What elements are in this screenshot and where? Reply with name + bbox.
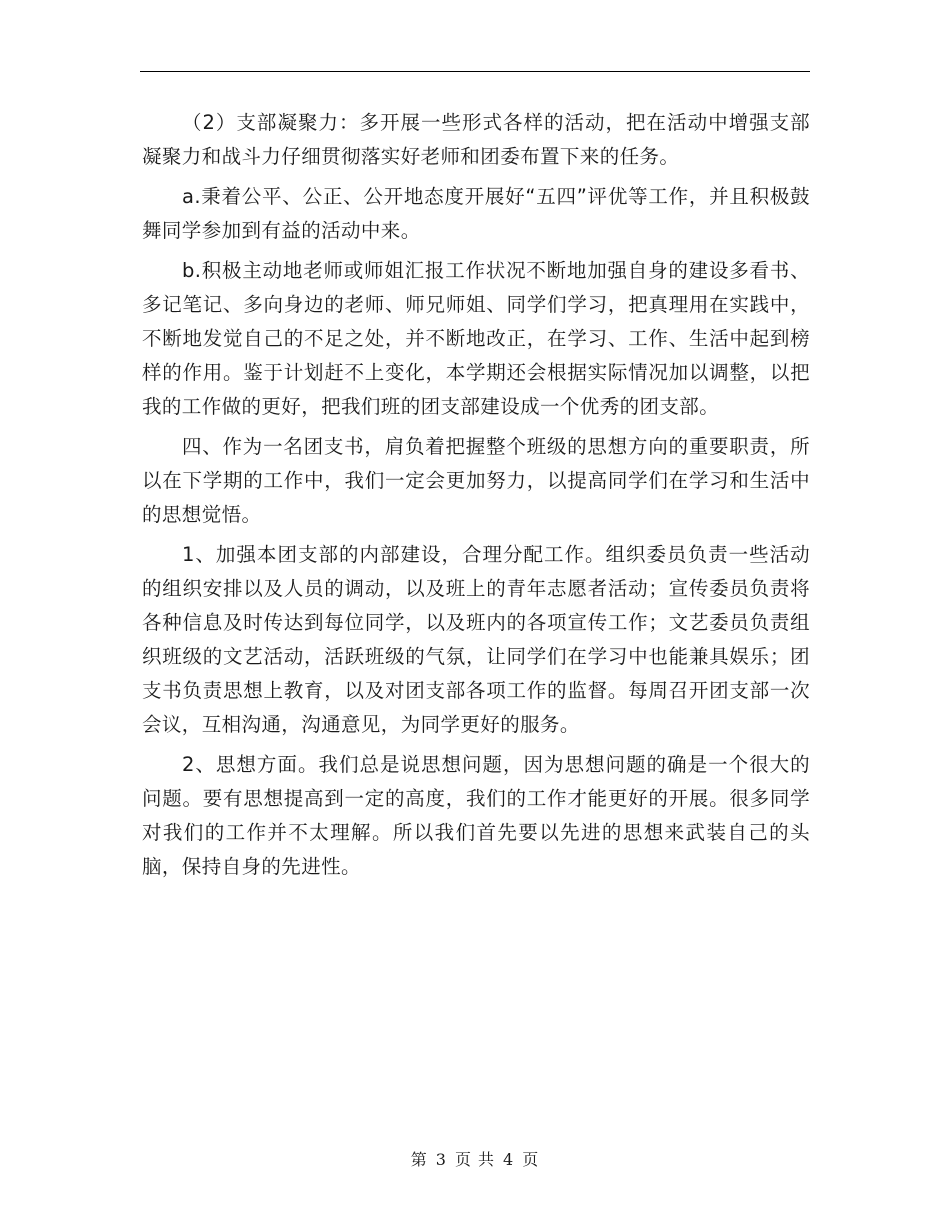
footer-page-number: 3 [435, 1150, 447, 1169]
paragraph: 四、作为一名团支书，肩负着把握整个班级的思想方向的重要职责，所以在下学期的工作中，我们一定会更加努力，以提高同学们在学习和生活中的思想觉悟。 [142, 435, 810, 526]
footer-middle: 页 共 [454, 1150, 496, 1169]
footer-total-pages: 4 [503, 1150, 515, 1169]
paragraph: 1、加强本团支部的内部建设，合理分配工作。组织委员负责一些活动的组织安排以及人员的调动，以及班上的青年志愿者活动；宣传委员负责将各种信息及时传达到每位同学，以及班内的各项宣传工作；文艺委员负责组织班级的文艺活动，活跃班级的气氛，让同学们在学习中也能兼具娱乐；团支书负责思想上教育，以及对团支部各项工作的监督。每周召开团支部一次会议，互相沟通，沟通意见，为同学更好的服务。 [142, 543, 810, 736]
document-body [142, 106, 810, 890]
header-rule [140, 71, 810, 72]
footer-suffix: 页 [522, 1150, 540, 1169]
paragraph: a.秉着公平、公正、公开地态度开展好“五四”评优等工作，并且积极鼓舞同学参加到有益的活动中来。 [142, 185, 810, 242]
footer-prefix: 第 [410, 1150, 428, 1169]
paragraph: b.积极主动地老师或师姐汇报工作状况不断地加强自身的建设多看书、多记笔记、多向身边的老师、师兄师姐、同学们学习，把真理用在实践中，不断地发觉自己的不足之处，并不断地改正，在学习、工作、生活中起到榜样的作用。鉴于计划赶不上变化，本学期还会根据实际情况加以调整，以把我的工作做的更好，把我们班的团支部建设成一个优秀的团支部。 [142, 259, 810, 418]
paragraph: 2、思想方面。我们总是说思想问题，因为思想问题的确是一个很大的问题。要有思想提高到一定的高度，我们的工作才能更好的开展。很多同学对我们的工作并不太理解。所以我们首先要以先进的思想来武装自己的头脑，保持自身的先进性。 [142, 753, 810, 878]
page-footer [0, 1147, 950, 1170]
paragraph: （2）支部凝聚力：多开展一些形式各样的活动，把在活动中增强支部凝聚力和战斗力仔细贯彻落实好老师和团委布置下来的任务。 [142, 111, 810, 168]
